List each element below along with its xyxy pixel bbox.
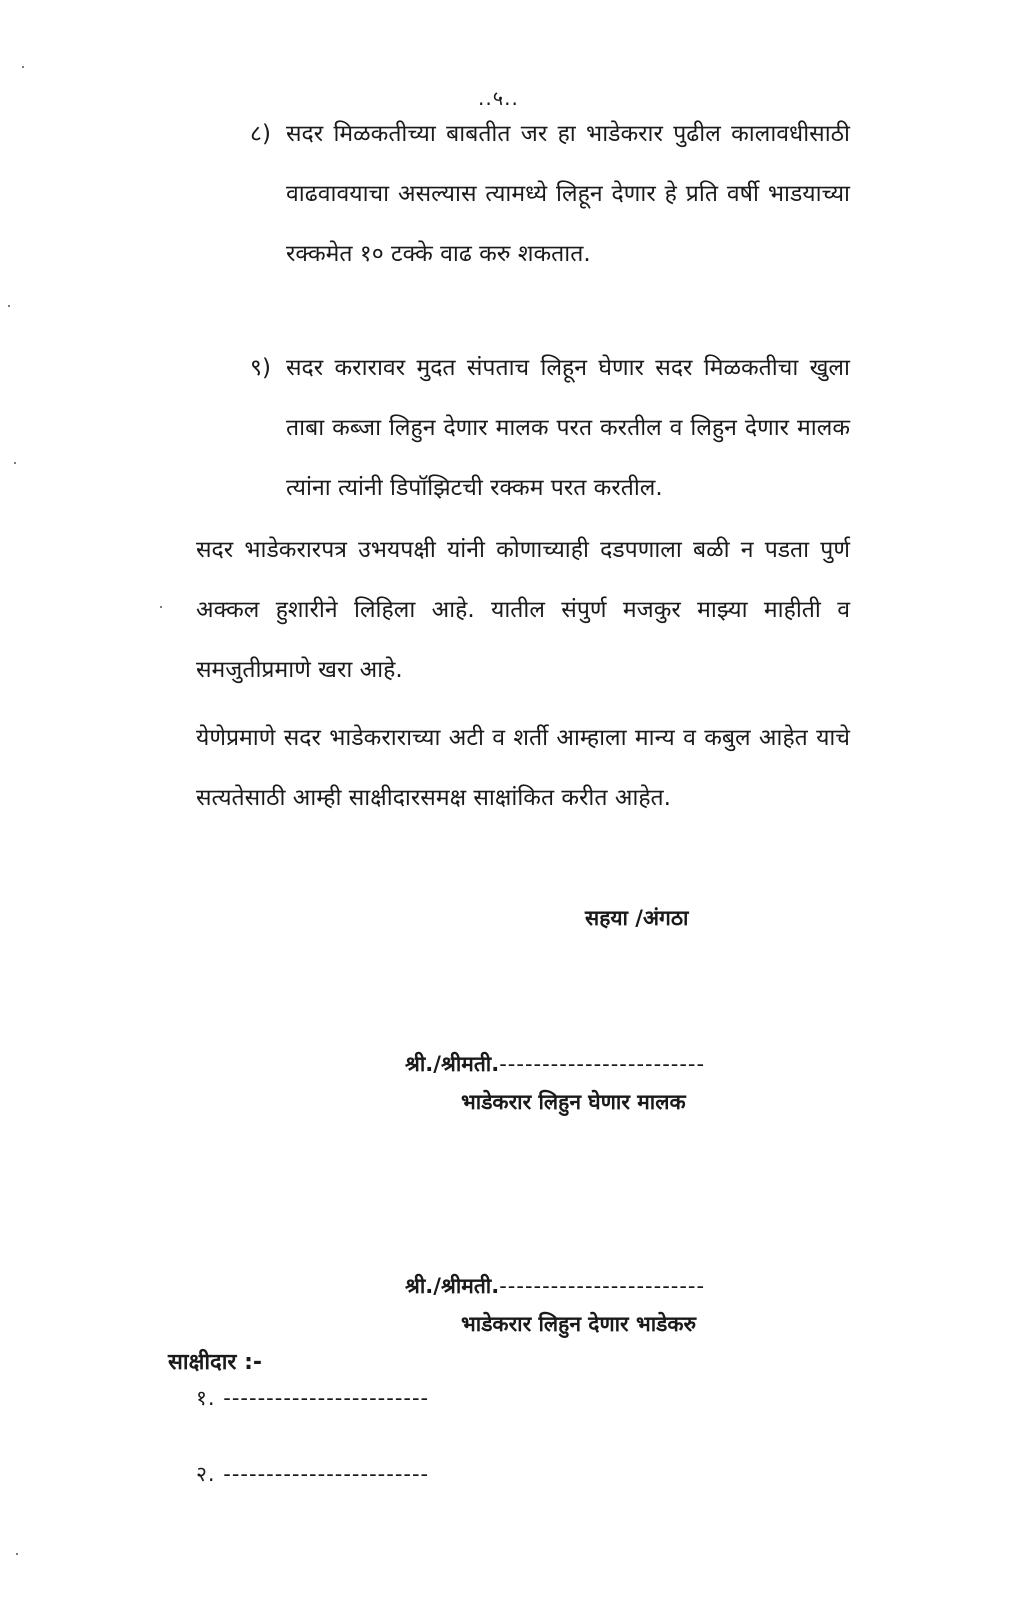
agreement-paragraph: येणेप्रमाणे सदर भाडेकराराच्या अटी व शर्ती आम्हाला मान्य व कबुल आहेत याचे सत्यतेसाठी आम्ही साक्षीदारसमक्ष साक्षांकित करीत आहेत. xyxy=(196,725,850,811)
witness-line-1: १. ------------------------ xyxy=(196,1386,430,1410)
owner-signature-block xyxy=(405,1050,705,1116)
scan-speck xyxy=(8,305,10,307)
scan-speck xyxy=(160,606,162,608)
signature-prefix: श्री./श्रीमती. xyxy=(405,1274,500,1298)
tenant-signature-line xyxy=(405,1272,705,1300)
signature-thumb-label: सहया /अंगठा xyxy=(585,906,689,930)
signature-blank: ------------------------ xyxy=(499,1274,706,1298)
owner-role-label: भाडेकरार लिहुन घेणार मालक xyxy=(461,1090,686,1114)
page-number: ..५.. xyxy=(478,86,519,110)
clause-number: ९) xyxy=(250,355,271,381)
witnesses-title: साक्षीदार :- xyxy=(168,1350,263,1375)
tenant-signature-block xyxy=(405,1272,705,1338)
clause-text: सदर करारावर मुदत संपताच लिहून घेणार सदर मिळकतीचा खुला ताबा कब्जा लिहुन देणार मालक परत करतील व लिहुन देणार मालक त्यांना त्यांनी डिपॉझिटची रक्कम परत करतील. xyxy=(286,355,850,501)
scan-speck xyxy=(16,1553,18,1555)
signature-prefix: श्री./श्रीमती. xyxy=(405,1052,500,1076)
tenant-role-label: भाडेकरार लिहुन देणार भाडेकरु xyxy=(461,1312,697,1336)
witness-line-2: २. ------------------------ xyxy=(196,1462,430,1486)
clause-number: ८) xyxy=(250,121,271,147)
scan-speck xyxy=(22,66,24,68)
declaration-paragraph: सदर भाडेकरारपत्र उभयपक्षी यांनी कोणाच्याही दडपणाला बळी न पडता पुर्ण अक्कल हुशारीने लिहिला आहे. यातील संपुर्ण मजकुर माझ्या माहीती व समजुतीप्रमाणे खरा आहे. xyxy=(196,537,850,683)
clause-8 xyxy=(250,104,850,284)
signature-blank: ------------------------ xyxy=(499,1052,706,1076)
clause-text: सदर मिळकतीच्या बाबतीत जर हा भाडेकरार पुढील कालावधीसाठी वाढवावयाचा असल्यास त्यामध्ये लिहून देणार हे प्रति वर्षी भाडयाच्या रक्कमेत १० टक्के वाढ करु शकतात. xyxy=(286,121,850,267)
clause-9 xyxy=(250,338,850,518)
owner-signature-line xyxy=(405,1050,705,1078)
scan-speck xyxy=(14,462,16,464)
